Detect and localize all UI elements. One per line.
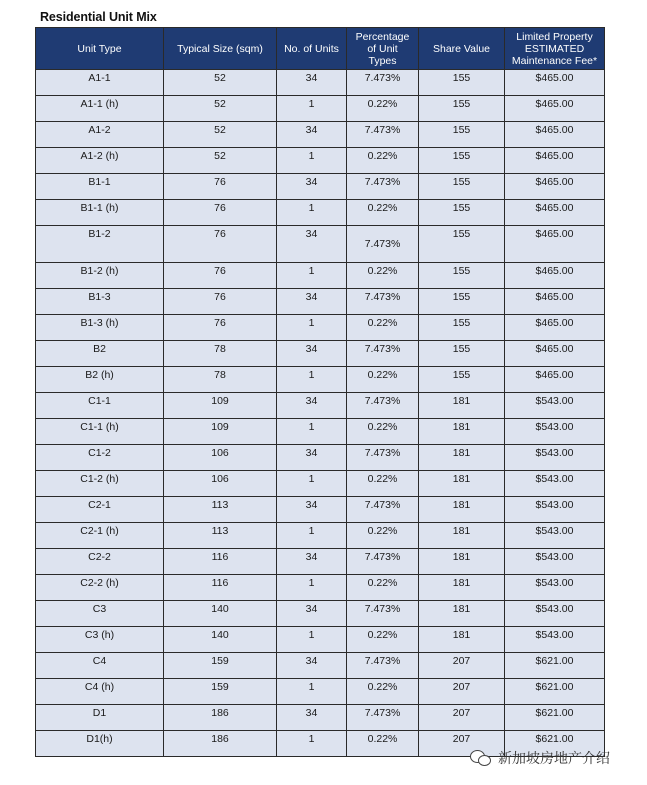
table-row (36, 200, 605, 226)
header-line: No. of Units (284, 42, 339, 55)
cell-maintenance-fee: $465.00 (505, 289, 605, 315)
cell-share-value: 181 (419, 523, 505, 549)
table-row (36, 315, 605, 341)
cell-percentage: 7.473% (347, 601, 419, 627)
cell-share-value: 207 (419, 705, 505, 731)
table-row (36, 497, 605, 523)
cell-no-of-units: 1 (277, 627, 347, 653)
cell-unit-type: C3 (h) (36, 627, 164, 653)
cell-share-value: 207 (419, 679, 505, 705)
table-row (36, 549, 605, 575)
cell-unit-type: C3 (36, 601, 164, 627)
cell-typical-size: 52 (164, 148, 277, 174)
cell-percentage: 0.22% (347, 263, 419, 289)
cell-unit-type: B1-1 (36, 174, 164, 200)
table-title: Residential Unit Mix (40, 10, 157, 24)
cell-unit-type: C1-2 (36, 445, 164, 471)
cell-typical-size: 76 (164, 315, 277, 341)
cell-unit-type: C1-1 (36, 393, 164, 419)
cell-maintenance-fee: $465.00 (505, 96, 605, 122)
cell-percentage: 7.473% (347, 174, 419, 200)
column-header-maintenance-fee (505, 28, 605, 70)
cell-maintenance-fee: $465.00 (505, 122, 605, 148)
cell-typical-size: 109 (164, 419, 277, 445)
header-line: Typical Size (sqm) (177, 42, 263, 55)
cell-percentage: 7.473% (347, 122, 419, 148)
cell-unit-type: C2-1 (h) (36, 523, 164, 549)
cell-share-value: 155 (419, 96, 505, 122)
cell-typical-size: 109 (164, 393, 277, 419)
table-row (36, 174, 605, 200)
cell-typical-size: 116 (164, 549, 277, 575)
table-row (36, 419, 605, 445)
cell-share-value: 155 (419, 341, 505, 367)
cell-unit-type: C1-1 (h) (36, 419, 164, 445)
cell-percentage: 7.473% (347, 289, 419, 315)
cell-typical-size: 76 (164, 263, 277, 289)
table-row (36, 289, 605, 315)
table-row (36, 122, 605, 148)
cell-percentage: 0.22% (347, 575, 419, 601)
cell-unit-type: A1-2 (h) (36, 148, 164, 174)
cell-typical-size: 52 (164, 70, 277, 96)
cell-maintenance-fee: $465.00 (505, 315, 605, 341)
cell-typical-size: 186 (164, 705, 277, 731)
cell-no-of-units: 34 (277, 122, 347, 148)
cell-no-of-units: 1 (277, 419, 347, 445)
table-row (36, 263, 605, 289)
cell-no-of-units: 34 (277, 705, 347, 731)
cell-typical-size: 76 (164, 174, 277, 200)
cell-share-value: 155 (419, 315, 505, 341)
cell-no-of-units: 1 (277, 263, 347, 289)
cell-no-of-units: 1 (277, 575, 347, 601)
cell-unit-type: B1-2 (h) (36, 263, 164, 289)
cell-maintenance-fee: $465.00 (505, 226, 605, 263)
cell-percentage: 7.473% (347, 497, 419, 523)
cell-percentage: 7.473% (347, 341, 419, 367)
cell-no-of-units: 34 (277, 445, 347, 471)
cell-typical-size: 106 (164, 471, 277, 497)
cell-unit-type: B1-3 (36, 289, 164, 315)
cell-typical-size: 52 (164, 122, 277, 148)
cell-maintenance-fee: $543.00 (505, 497, 605, 523)
cell-percentage: 7.473% (347, 226, 419, 263)
cell-no-of-units: 34 (277, 174, 347, 200)
cell-maintenance-fee: $543.00 (505, 471, 605, 497)
cell-typical-size: 159 (164, 653, 277, 679)
table-row (36, 70, 605, 96)
cell-typical-size: 140 (164, 601, 277, 627)
cell-share-value: 155 (419, 367, 505, 393)
table-row (36, 679, 605, 705)
cell-share-value: 181 (419, 445, 505, 471)
cell-typical-size: 52 (164, 96, 277, 122)
cell-typical-size: 76 (164, 200, 277, 226)
cell-typical-size: 78 (164, 367, 277, 393)
cell-unit-type: B1-3 (h) (36, 315, 164, 341)
cell-unit-type: C1-2 (h) (36, 471, 164, 497)
cell-unit-type: A1-2 (36, 122, 164, 148)
cell-share-value: 181 (419, 575, 505, 601)
table-row (36, 226, 605, 263)
table-row (36, 393, 605, 419)
table-row (36, 627, 605, 653)
cell-no-of-units: 1 (277, 200, 347, 226)
cell-maintenance-fee: $543.00 (505, 419, 605, 445)
cell-maintenance-fee: $465.00 (505, 367, 605, 393)
cell-no-of-units: 1 (277, 523, 347, 549)
cell-percentage: 0.22% (347, 523, 419, 549)
header-line: Unit Type (77, 42, 122, 55)
cell-typical-size: 113 (164, 523, 277, 549)
cell-no-of-units: 1 (277, 471, 347, 497)
cell-percentage: 0.22% (347, 627, 419, 653)
cell-no-of-units: 34 (277, 70, 347, 96)
cell-typical-size: 106 (164, 445, 277, 471)
cell-no-of-units: 1 (277, 731, 347, 757)
cell-typical-size: 78 (164, 341, 277, 367)
cell-maintenance-fee: $465.00 (505, 148, 605, 174)
header-line: Percentage (355, 30, 410, 43)
table-row (36, 148, 605, 174)
cell-maintenance-fee: $621.00 (505, 679, 605, 705)
cell-percentage: 7.473% (347, 70, 419, 96)
table-row (36, 445, 605, 471)
cell-percentage: 0.22% (347, 471, 419, 497)
table-row (36, 367, 605, 393)
cell-percentage: 0.22% (347, 367, 419, 393)
cell-percentage: 7.473% (347, 549, 419, 575)
cell-share-value: 155 (419, 70, 505, 96)
cell-no-of-units: 34 (277, 497, 347, 523)
cell-unit-type: C2-2 (36, 549, 164, 575)
table-row (36, 653, 605, 679)
table-row (36, 575, 605, 601)
cell-percentage: 7.473% (347, 445, 419, 471)
column-header-share-value (419, 28, 505, 70)
cell-typical-size: 159 (164, 679, 277, 705)
cell-no-of-units: 1 (277, 367, 347, 393)
table-row (36, 523, 605, 549)
cell-no-of-units: 34 (277, 341, 347, 367)
column-header-percentage (347, 28, 419, 70)
table-row (36, 601, 605, 627)
cell-maintenance-fee: $621.00 (505, 653, 605, 679)
column-header-no-of-units (277, 28, 347, 70)
cell-share-value: 155 (419, 122, 505, 148)
cell-maintenance-fee: $465.00 (505, 200, 605, 226)
cell-share-value: 155 (419, 226, 505, 263)
cell-maintenance-fee: $543.00 (505, 627, 605, 653)
cell-share-value: 181 (419, 419, 505, 445)
cell-share-value: 181 (419, 549, 505, 575)
cell-typical-size: 186 (164, 731, 277, 757)
cell-share-value: 181 (419, 393, 505, 419)
cell-percentage: 0.22% (347, 200, 419, 226)
cell-unit-type: C4 (36, 653, 164, 679)
watermark (470, 748, 610, 768)
cell-share-value: 181 (419, 471, 505, 497)
cell-maintenance-fee: $465.00 (505, 341, 605, 367)
cell-typical-size: 76 (164, 226, 277, 263)
cell-share-value: 155 (419, 148, 505, 174)
cell-percentage: 0.22% (347, 679, 419, 705)
header-line: of Unit (367, 42, 398, 55)
cell-maintenance-fee: $465.00 (505, 70, 605, 96)
cell-no-of-units: 34 (277, 549, 347, 575)
wechat-icon (470, 749, 492, 767)
cell-percentage: 7.473% (347, 705, 419, 731)
cell-maintenance-fee: $465.00 (505, 263, 605, 289)
header-row (36, 28, 605, 70)
cell-maintenance-fee: $543.00 (505, 601, 605, 627)
table-row (36, 341, 605, 367)
cell-unit-type: C2-2 (h) (36, 575, 164, 601)
cell-maintenance-fee: $543.00 (505, 445, 605, 471)
cell-maintenance-fee: $543.00 (505, 393, 605, 419)
cell-no-of-units: 34 (277, 601, 347, 627)
cell-maintenance-fee: $543.00 (505, 523, 605, 549)
table-row (36, 96, 605, 122)
cell-unit-type: D1(h) (36, 731, 164, 757)
cell-unit-type: B2 (36, 341, 164, 367)
cell-typical-size: 113 (164, 497, 277, 523)
cell-percentage: 0.22% (347, 148, 419, 174)
cell-share-value: 155 (419, 174, 505, 200)
table-row (36, 705, 605, 731)
header-line: Limited Property (516, 30, 593, 43)
cell-typical-size: 116 (164, 575, 277, 601)
cell-share-value: 181 (419, 601, 505, 627)
cell-maintenance-fee: $621.00 (505, 731, 605, 757)
cell-share-value: 207 (419, 731, 505, 757)
cell-no-of-units: 1 (277, 679, 347, 705)
column-header-typical-size (164, 28, 277, 70)
cell-maintenance-fee: $543.00 (505, 549, 605, 575)
cell-unit-type: D1 (36, 705, 164, 731)
cell-maintenance-fee: $543.00 (505, 575, 605, 601)
cell-share-value: 155 (419, 289, 505, 315)
cell-share-value: 207 (419, 653, 505, 679)
cell-percentage: 0.22% (347, 96, 419, 122)
unit-mix-table (35, 27, 605, 757)
table-row (36, 471, 605, 497)
cell-share-value: 181 (419, 627, 505, 653)
header-line: ESTIMATED (524, 42, 585, 55)
cell-no-of-units: 34 (277, 393, 347, 419)
cell-unit-type: B2 (h) (36, 367, 164, 393)
cell-unit-type: B1-2 (36, 226, 164, 263)
cell-unit-type: C2-1 (36, 497, 164, 523)
cell-no-of-units: 34 (277, 653, 347, 679)
cell-share-value: 155 (419, 200, 505, 226)
cell-percentage: 0.22% (347, 731, 419, 757)
cell-percentage: 0.22% (347, 315, 419, 341)
cell-no-of-units: 1 (277, 96, 347, 122)
cell-unit-type: A1-1 (h) (36, 96, 164, 122)
cell-maintenance-fee: $621.00 (505, 705, 605, 731)
column-header-unit-type (36, 28, 164, 70)
cell-maintenance-fee: $465.00 (505, 174, 605, 200)
cell-typical-size: 140 (164, 627, 277, 653)
cell-share-value: 181 (419, 497, 505, 523)
cell-no-of-units: 1 (277, 148, 347, 174)
cell-no-of-units: 1 (277, 315, 347, 341)
cell-unit-type: C4 (h) (36, 679, 164, 705)
watermark-text: 新加坡房地产介绍 (498, 751, 610, 767)
cell-no-of-units: 34 (277, 289, 347, 315)
cell-typical-size: 76 (164, 289, 277, 315)
cell-unit-type: A1-1 (36, 70, 164, 96)
header-line: Maintenance Fee* (511, 54, 598, 67)
cell-percentage: 7.473% (347, 653, 419, 679)
cell-percentage: 7.473% (347, 393, 419, 419)
header-line: Share Value (432, 42, 490, 55)
cell-no-of-units: 34 (277, 226, 347, 263)
cell-percentage: 0.22% (347, 419, 419, 445)
cell-share-value: 155 (419, 263, 505, 289)
cell-unit-type: B1-1 (h) (36, 200, 164, 226)
header-line: Types (368, 54, 397, 67)
